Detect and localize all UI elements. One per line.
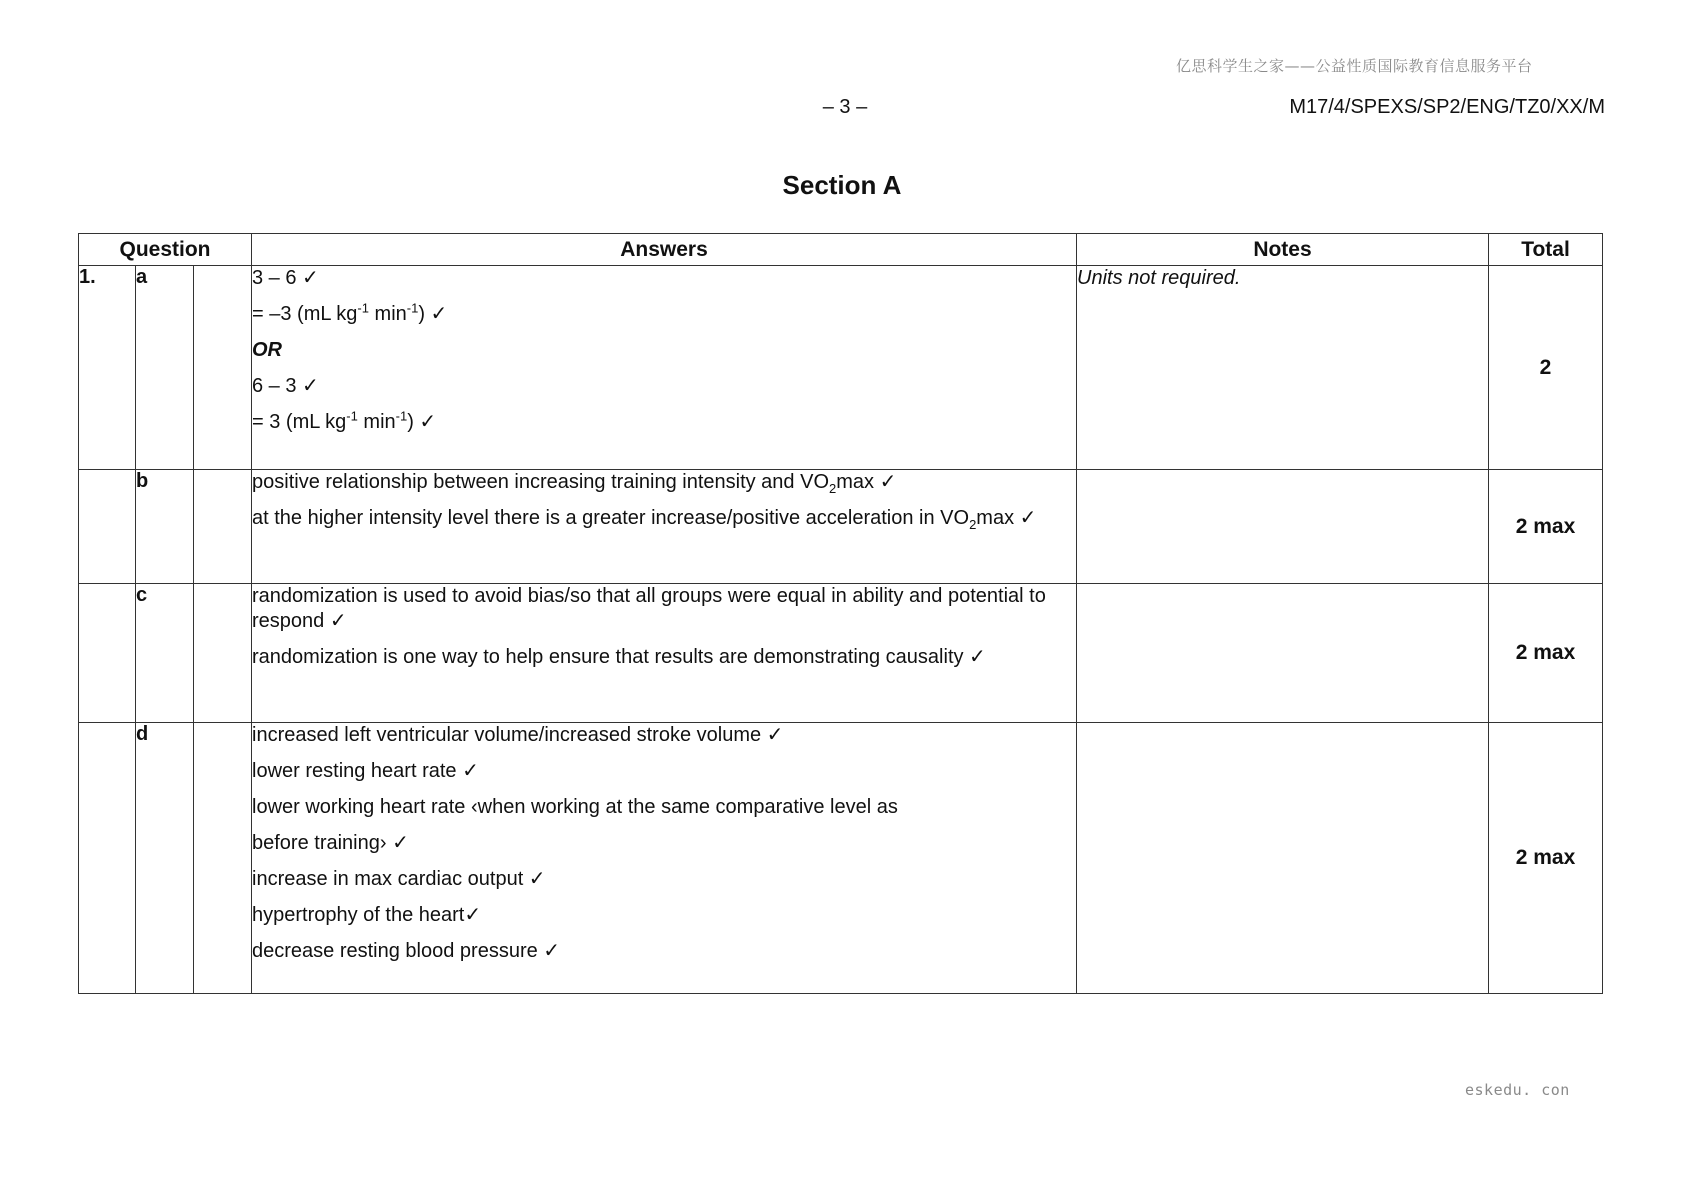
- superscript: -1: [395, 408, 408, 424]
- subpart-cell: [194, 470, 252, 584]
- table-row-b: [79, 470, 1603, 584]
- header-answers: Answers: [252, 234, 1077, 266]
- superscript: -1: [357, 300, 369, 316]
- watermark-header: 亿思科学生之家——公益性质国际教育信息服务平台: [1176, 57, 1533, 75]
- table-header-row: [79, 234, 1603, 266]
- part-label-c: c: [136, 584, 194, 723]
- part-label-d: d: [136, 723, 194, 994]
- header-notes: Notes: [1077, 234, 1489, 266]
- total-cell-d: 2 max: [1489, 723, 1603, 994]
- table-row-d: [79, 723, 1603, 994]
- answers-cell-c: [252, 584, 1077, 723]
- table-row-a: [79, 266, 1603, 470]
- answer-text: = 3 (mL kg: [252, 411, 347, 433]
- answer-line: [252, 506, 1076, 531]
- answer-text: ) ✓: [407, 411, 437, 433]
- section-title: Section A: [782, 170, 902, 200]
- answer-line: lower resting heart rate ✓: [252, 760, 479, 782]
- answer-line: increase in max cardiac output ✓: [252, 868, 546, 890]
- answers-cell-d: [252, 723, 1077, 994]
- table-row-c: [79, 584, 1603, 723]
- notes-cell-b: [1077, 470, 1489, 584]
- total-cell-c: 2 max: [1489, 584, 1603, 723]
- markscheme-table: [78, 233, 1603, 994]
- answer-line: 6 – 3 ✓: [252, 375, 319, 397]
- answer-line: lower working heart rate ‹when working at the same comparative level as: [252, 796, 898, 818]
- answer-line: [252, 470, 1076, 495]
- subscript: 2: [829, 481, 837, 496]
- part-label-b: b: [136, 470, 194, 584]
- subpart-cell: [194, 723, 252, 994]
- header-total: Total: [1489, 234, 1603, 266]
- page-number: – 3 –: [822, 96, 868, 118]
- answer-line: increased left ventricular volume/increased stroke volume ✓: [252, 724, 784, 746]
- notes-cell-d: [1077, 723, 1489, 994]
- superscript: -1: [346, 408, 358, 424]
- answer-line: decrease resting blood pressure ✓: [252, 940, 561, 962]
- answer-line: [252, 410, 1076, 435]
- answer-text: max ✓: [976, 507, 1037, 529]
- subscript: 2: [969, 517, 977, 532]
- answer-line: hypertrophy of the heart✓: [252, 904, 482, 926]
- answer-line: before training› ✓: [252, 832, 409, 854]
- notes-cell-c: [1077, 584, 1489, 723]
- answer-line: 3 – 6 ✓: [252, 267, 319, 289]
- superscript: -1: [406, 300, 419, 316]
- total-cell-a: 2: [1489, 266, 1603, 470]
- answer-text: positive relationship between increasing training intensity and VO: [252, 471, 830, 493]
- header-question: Question: [79, 234, 252, 266]
- answer-line: randomization is one way to help ensure that results are demonstrating causality ✓: [252, 646, 986, 668]
- question-number: 1.: [79, 266, 136, 470]
- subpart-cell: [194, 584, 252, 723]
- answer-line: randomization is used to avoid bias/so that all groups were equal in ability and potential to respond ✓: [252, 585, 1046, 632]
- answer-text: min: [368, 303, 407, 325]
- notes-cell-a: Units not required.: [1077, 266, 1489, 470]
- question-number-empty: [79, 584, 136, 723]
- answers-cell-b: [252, 470, 1077, 584]
- watermark-footer: eskedu. con: [1465, 1081, 1570, 1099]
- answer-line: [252, 302, 1076, 327]
- answer-text: max ✓: [836, 471, 897, 493]
- answers-cell-a: [252, 266, 1077, 470]
- total-cell-b: 2 max: [1489, 470, 1603, 584]
- question-number-empty: [79, 723, 136, 994]
- question-number-empty: [79, 470, 136, 584]
- answer-text: at the higher intensity level there is a greater increase/positive acceleration in VO: [252, 507, 970, 529]
- answer-text: ) ✓: [418, 303, 448, 325]
- reference-code: M17/4/SPEXS/SP2/ENG/TZ0/XX/M: [1289, 96, 1605, 118]
- subpart-cell: [194, 266, 252, 470]
- answer-text: min: [357, 411, 396, 433]
- or-separator: OR: [252, 339, 282, 361]
- answer-text: = –3 (mL kg: [252, 303, 358, 325]
- part-label-a: a: [136, 266, 194, 470]
